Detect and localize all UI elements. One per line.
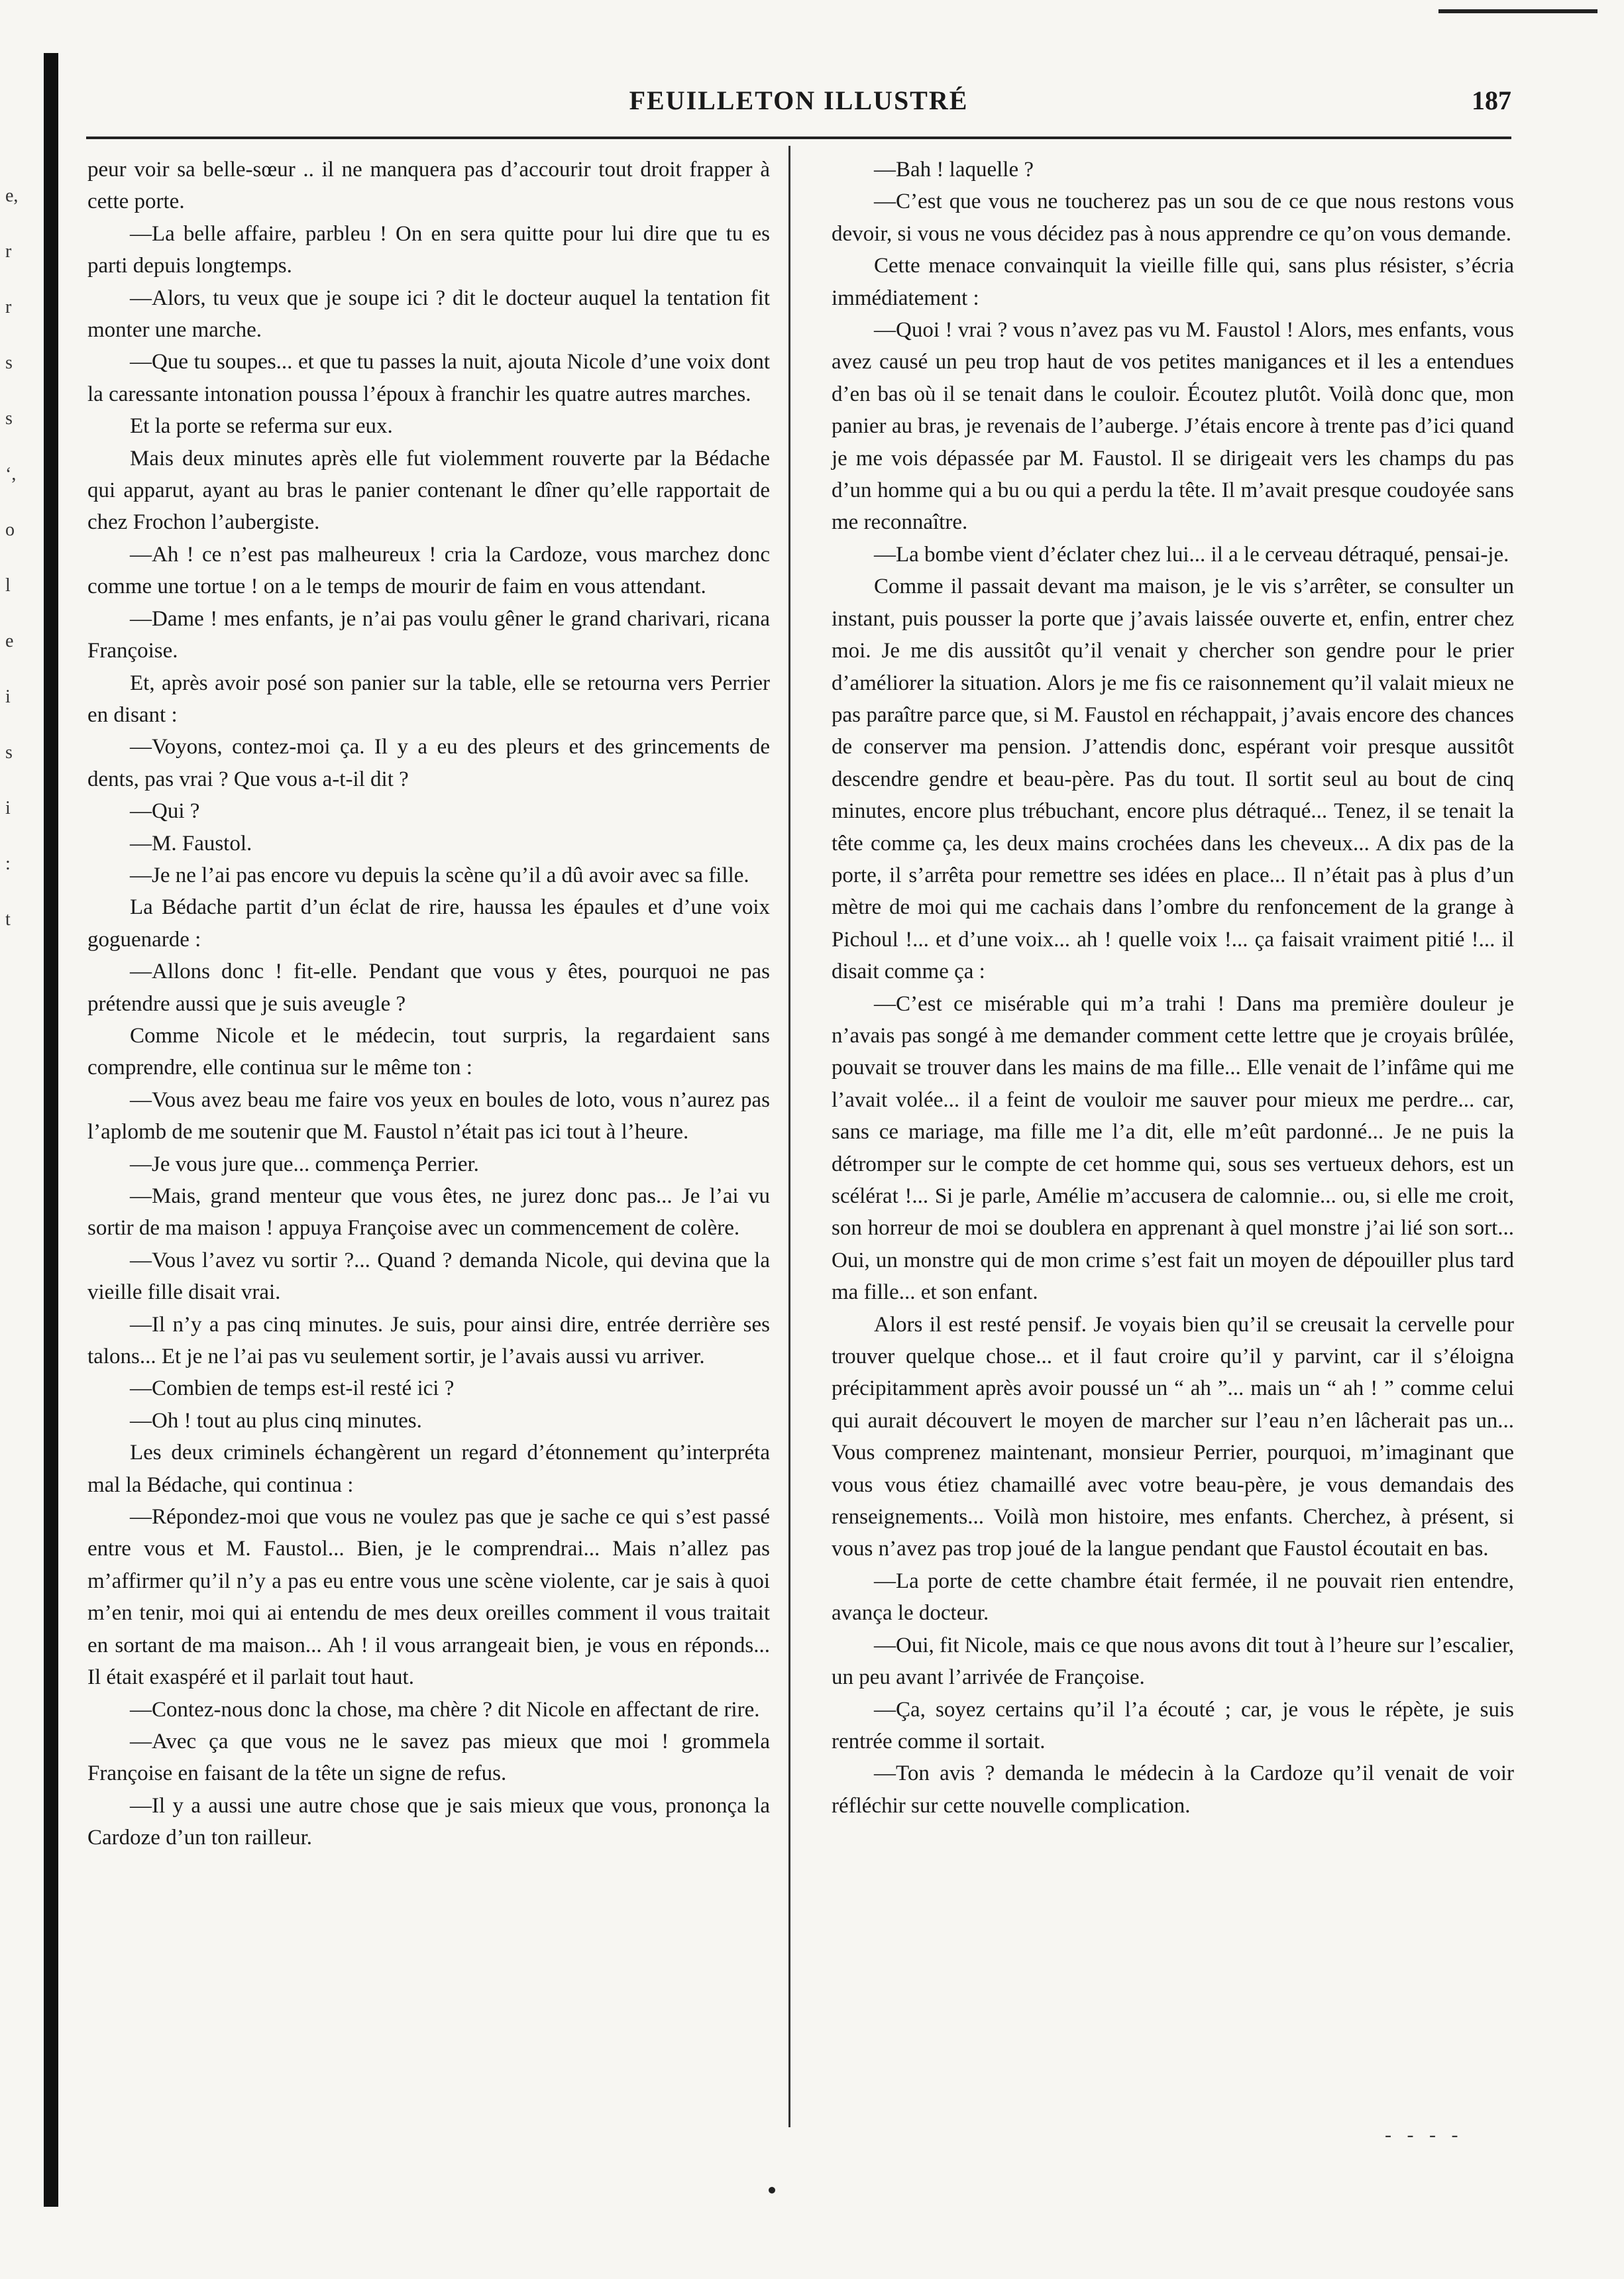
paragraph: —Il y a aussi une autre chose que je sais mieux que vous, prononça la Cardoze d’un ton railleur. [87, 1793, 770, 1850]
paragraph: —Qui ? [130, 799, 200, 824]
margin-mark: e, [5, 186, 19, 206]
paragraph: Comme Nicole et le médecin, tout surpris, la regardaient sans comprendre, elle continua sur le même ton : [87, 1023, 770, 1080]
paragraph: Cette menace convainquit la vieille fille qui, sans plus résister, s’écria immédiatement : [832, 254, 1514, 310]
paragraph: —Oui, fit Nicole, mais ce que nous avons dit tout à l’heure sur l’escalier, un peu avant l’arrivée de Françoise. [832, 1633, 1514, 1690]
paragraph: Comme il passait devant ma maison, je le vis s’arrêter, se consulter un instant, puis pousser la porte que j’avais laissée ouverte et, enfin, entrer chez moi. Je me dis aussitôt qu’il venait y chercher son gendre pour le prier d’améliorer la situation. Alors je me fis ce raisonnement qu’il valait mieux ne pas paraître parce que, si M. Faustol en réchappait, j’avais encore des chances de conserver ma pension. J’attendis donc, espérant voir presque aussitôt descendre gendre et beau-père. Pas du tout. Il sortit seul au bout de cinq minutes, encore plus trébuchant, encore plus détraqué... Tenez, il se tenait la tête comme ça, les deux mains crochées dans les cheveux... A dix pas de la porte, il s’arrêta pour remettre ses idées en place... Il n’était pas à plus d’un mètre de moi qui me cachais dans l’ombre du renfoncement de la grange à Pichoul !... et d’une voix... ah ! quelle voix !... ça faisait vraiment pitié !... il disait comme ça : [832, 575, 1514, 984]
margin-mark: s [5, 353, 13, 373]
page-number: 187 [1472, 85, 1511, 115]
bottom-dot [769, 2187, 775, 2194]
margin-mark: l [5, 575, 11, 596]
paragraph: —Je vous jure que... commença Perrier. [130, 1152, 479, 1176]
paragraph: —Mais, grand menteur que vous êtes, ne jurez donc pas... Je l’ai vu sortir de ma maison ! appuya Françoise avec un commencement de colère. [87, 1184, 770, 1241]
paragraph: —Répondez-moi que vous ne voulez pas que je sache ce qui s’est passé entre vous et M. Faustol... Bien, je le comprendrai... Mais n’allez pas m’affirmer qu’il n’y a pas eu entre vous une scène violente, car je sais à quoi m’en tenir, moi qui ai entendu de mes deux oreilles comment il vous traitait en sortant de ma maison... Ah ! il vous arrangeait bien, je vous en réponds... Il était exaspéré et il parlait tout haut. [87, 1505, 770, 1690]
paragraph: —Ton avis ? demanda le médecin à la Cardoze qu’il venait de voir réfléchir sur cette nouvelle complication. [832, 1761, 1514, 1818]
paragraph: —Oh ! tout au plus cinq minutes. [130, 1408, 422, 1433]
paragraph: —Ah ! ce n’est pas malheureux ! cria la Cardoze, vous marchez donc comme une tortue ! on a le temps de mourir de faim en vous attendant. [87, 542, 770, 599]
header-rule [86, 137, 1511, 139]
paragraph: —Bah ! laquelle ? [874, 158, 1034, 182]
margin-mark: s [5, 742, 13, 763]
margin-mark: s [5, 408, 13, 429]
margin-marks [0, 186, 27, 981]
binding-shadow [44, 53, 58, 2207]
paragraph: Les deux criminels échangèrent un regard d’étonnement qu’interpréta mal la Bédache, qui continua : [87, 1441, 770, 1497]
paragraph: —Vous avez beau me faire vos yeux en boules de loto, vous n’aurez pas l’aplomb de me soutenir que M. Faustol n’était pas ici tout à l’heure. [87, 1087, 770, 1144]
right-column [832, 154, 1514, 1822]
column-divider [788, 146, 790, 2127]
paragraph: —La bombe vient d’éclater chez lui... il a le cerveau détraqué, pensai-je. [874, 542, 1509, 567]
paragraph: —Quoi ! vrai ? vous n’avez pas vu M. Faustol ! Alors, mes enfants, vous avez causé un peu trop haut de vos petites manigances et il les a entendues d’en bas où il se tenait dans le couloir. Écoutez plutôt. Voilà donc que, mon panier au bras, je revenais de l’auberge. J’étais encore à trente pas d’ici quand je me vois dépassée par M. Faustol. Il se dirigeait vers les champs du pas d’un homme qui a bu ou qui a perdu la tête. Il m’avait presque coudoyée sans me reconnaître. [832, 318, 1514, 535]
paragraph: —Vous l’avez vu sortir ?... Quand ? demanda Nicole, qui devina que la vieille fille disait vrai. [87, 1248, 770, 1305]
paragraph: —Alors, tu veux que je soupe ici ? dit le docteur auquel la tentation fit monter une marche. [87, 286, 770, 343]
paragraph: peur voir sa belle-sœur .. il ne manquera pas d’accourir tout droit frapper à cette porte. [87, 158, 770, 214]
top-edge-rule [1438, 9, 1597, 13]
paragraph: —Je ne l’ai pas encore vu depuis la scène qu’il a dû avoir avec sa fille. [130, 863, 749, 887]
paragraph: Et la porte se referma sur eux. [130, 414, 393, 439]
paragraph: Et, après avoir posé son panier sur la table, elle se retourna vers Perrier en disant : [87, 671, 770, 727]
paragraph: Mais deux minutes après elle fut violemment rouverte par la Bédache qui apparut, ayant au bras le panier contenant le dîner qu’elle rapportait de chez Frochon l’aubergiste. [87, 446, 770, 535]
paragraph: —Combien de temps est-il resté ici ? [130, 1376, 455, 1401]
margin-mark: r [5, 297, 12, 317]
margin-mark: e [5, 631, 14, 651]
paragraph: —Avec ça que vous ne le savez pas mieux que moi ! grommela Françoise en faisant de la tête un signe de refus. [87, 1729, 770, 1786]
margin-mark: i [5, 798, 11, 818]
margin-mark: i [5, 687, 11, 707]
paragraph: —Ça, soyez certains qu’il l’a écouté ; car, je vous le répète, je suis rentrée comme il sortait. [832, 1697, 1514, 1753]
margin-mark: o [5, 520, 15, 540]
footer-marks: - - - - [1385, 2124, 1464, 2146]
page-header [86, 85, 1511, 125]
paragraph: —Il n’y a pas cinq minutes. Je suis, pour ainsi dire, entrée derrière ses talons... Et je ne l’ai pas vu seulement sortir, je l’avais aussi vu arriver. [87, 1312, 770, 1369]
paragraph: Alors il est resté pensif. Je voyais bien qu’il se creusait la cervelle pour trouver quelque chose... et il faut croire qu’il y parvint, car il s’éloigna précipitamment après avoir poussé un “ ah ”... mais un “ ah ! ” comme celui qui aurait découvert le moyen de marcher sur l’eau n’en lâcherait pas un... Vous comprenez maintenant, monsieur Perrier, pourquoi, m’imaginant que vous vous étiez chamaillé avec votre beau-père, je vous demandais des renseignements... Voilà mon histoire, mes enfants. Cherchez, à présent, si vous n’avez pas trop joué de la langue pendant que Faustol écoutait en bas. [832, 1312, 1514, 1561]
paragraph: —Allons donc ! fit-elle. Pendant que vous y êtes, pourquoi ne pas prétendre aussi que je suis aveugle ? [87, 960, 770, 1016]
running-title: FEUILLETON ILLUSTRÉ [629, 85, 969, 115]
paragraph: —Voyons, contez-moi ça. Il y a eu des pleurs et des grincements de dents, pas vrai ? Que vous a-t-il dit ? [87, 735, 770, 791]
margin-mark: ‘, [5, 464, 17, 484]
paragraph: La Bédache partit d’un éclat de rire, haussa les épaules et d’une voix goguenarde : [87, 895, 770, 952]
paragraph: —C’est ce misérable qui m’a trahi ! Dans ma première douleur je n’avais pas songé à me demander comment cette lettre que je croyais brûlée, pouvait se trouver dans les mains de ma fille... Elle venait de l’infâme qui me l’avait volée... il a feint de vouloir me sauver pour mieux me perdre... car, sans ce mariage, ma fille me l’a dit, elle m’eût pardonné... Je ne puis la détromper sur le compte de cet homme qui, sous ses vertueux dehors, est un scélérat !... Si je parle, Amélie m’accusera de calomnie... ou, si elle me croit, son horreur de moi se doublera en apprenant à quel monstre j’ai lié son sort... Oui, un monstre qui de mon crime s’est fait un moyen de dépouiller plus tard ma fille... et son enfant. [832, 991, 1514, 1305]
left-column [87, 154, 770, 1854]
paragraph: —C’est que vous ne toucherez pas un sou de ce que nous restons vous devoir, si vous ne vous décidez pas à nous apprendre ce qu’on vous demande. [832, 190, 1514, 246]
margin-mark: r [5, 241, 12, 262]
paragraph: —M. Faustol. [130, 831, 252, 856]
paragraph: —Que tu soupes... et que tu passes la nuit, ajouta Nicole d’une voix dont la caressante intonation poussa l’époux à franchir les quatre autres marches. [87, 350, 770, 406]
paragraph: —La belle affaire, parbleu ! On en sera quitte pour lui dire que tu es parti depuis longtemps. [87, 221, 770, 278]
margin-mark: t [5, 909, 11, 930]
margin-mark: : [5, 854, 11, 874]
paragraph: —Dame ! mes enfants, je n’ai pas voulu gêner le grand charivari, ricana Françoise. [87, 606, 770, 663]
paragraph: —La porte de cette chambre était fermée, il ne pouvait rien entendre, avança le docteur. [832, 1569, 1514, 1626]
paragraph: —Contez-nous donc la chose, ma chère ? dit Nicole en affectant de rire. [130, 1697, 760, 1722]
